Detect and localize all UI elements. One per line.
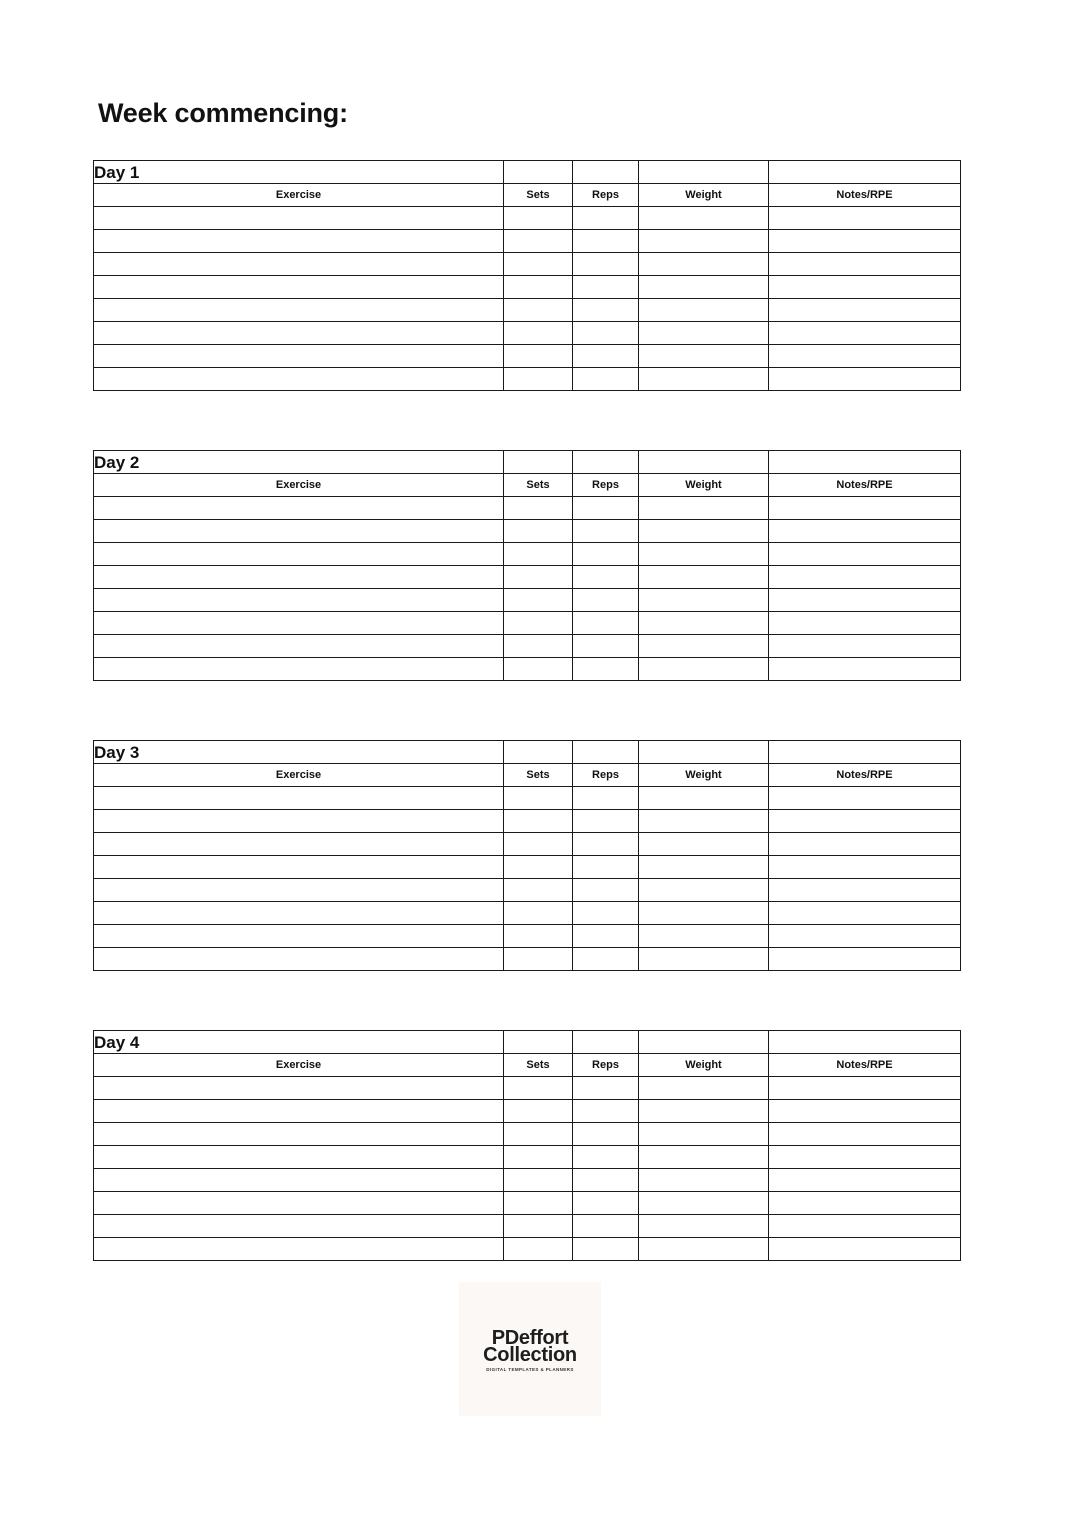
notes-cell[interactable] (769, 1123, 961, 1146)
exercise-entry-row (94, 948, 961, 971)
exercise-cell[interactable] (94, 1192, 504, 1215)
brand-logo (459, 1282, 601, 1416)
exercise-entry-row (94, 787, 961, 810)
notes-cell[interactable] (769, 612, 961, 635)
blank-cell (769, 741, 961, 764)
exercise-cell[interactable] (94, 1100, 504, 1123)
reps-cell[interactable] (573, 299, 639, 322)
reps-cell[interactable] (573, 1077, 639, 1100)
weight-cell[interactable] (639, 1215, 769, 1238)
exercise-entry-row (94, 207, 961, 230)
sets-cell[interactable] (504, 1215, 573, 1238)
sets-cell[interactable] (504, 230, 573, 253)
notes-cell[interactable] (769, 787, 961, 810)
reps-cell[interactable] (573, 925, 639, 948)
exercise-cell[interactable] (94, 1215, 504, 1238)
weight-header: Weight (639, 1054, 769, 1077)
exercise-cell[interactable] (94, 635, 504, 658)
notes-cell[interactable] (769, 230, 961, 253)
exercise-header: Exercise (94, 474, 504, 497)
sets-header: Sets (504, 184, 573, 207)
reps-header: Reps (573, 764, 639, 787)
day-label: Day 3 (94, 741, 504, 764)
sets-cell[interactable] (504, 1169, 573, 1192)
sets-header: Sets (504, 764, 573, 787)
weight-cell[interactable] (639, 299, 769, 322)
notes-cell[interactable] (769, 299, 961, 322)
blank-cell (504, 1031, 573, 1054)
sets-cell[interactable] (504, 276, 573, 299)
notes-cell[interactable] (769, 810, 961, 833)
blank-cell (504, 741, 573, 764)
reps-cell[interactable] (573, 787, 639, 810)
sets-cell[interactable] (504, 1192, 573, 1215)
sets-header: Sets (504, 1054, 573, 1077)
day-title-row (94, 161, 961, 184)
notes-cell[interactable] (769, 543, 961, 566)
page-title: Week commencing: (98, 98, 348, 128)
notes-cell[interactable] (769, 207, 961, 230)
weight-cell[interactable] (639, 322, 769, 345)
exercise-entry-row (94, 1100, 961, 1123)
weight-cell[interactable] (639, 1100, 769, 1123)
weight-cell[interactable] (639, 925, 769, 948)
day-title-row (94, 1031, 961, 1054)
sets-cell[interactable] (504, 497, 573, 520)
sets-cell[interactable] (504, 299, 573, 322)
exercise-cell[interactable] (94, 230, 504, 253)
notes-cell[interactable] (769, 566, 961, 589)
exercise-cell[interactable] (94, 368, 504, 391)
weight-cell[interactable] (639, 1123, 769, 1146)
reps-header: Reps (573, 474, 639, 497)
exercise-entry-row (94, 299, 961, 322)
blank-cell (769, 451, 961, 474)
exercise-entry-row (94, 1146, 961, 1169)
weight-cell[interactable] (639, 497, 769, 520)
reps-cell[interactable] (573, 658, 639, 681)
sets-cell[interactable] (504, 658, 573, 681)
notes-cell[interactable] (769, 948, 961, 971)
sets-cell[interactable] (504, 566, 573, 589)
logo-tagline: DIGITAL TEMPLATES & PLANNERS (486, 1367, 574, 1372)
column-header-row (94, 474, 961, 497)
sets-cell[interactable] (504, 635, 573, 658)
notes-header: Notes/RPE (769, 184, 961, 207)
reps-cell[interactable] (573, 879, 639, 902)
exercise-entry-row (94, 520, 961, 543)
notes-cell[interactable] (769, 833, 961, 856)
sets-cell[interactable] (504, 856, 573, 879)
exercise-entry-row (94, 543, 961, 566)
notes-cell[interactable] (769, 1100, 961, 1123)
blank-cell (639, 741, 769, 764)
reps-cell[interactable] (573, 1192, 639, 1215)
exercise-cell[interactable] (94, 299, 504, 322)
day-4-table (93, 1030, 961, 1261)
exercise-cell[interactable] (94, 1169, 504, 1192)
sets-cell[interactable] (504, 207, 573, 230)
exercise-entry-row (94, 925, 961, 948)
notes-cell[interactable] (769, 925, 961, 948)
sets-cell[interactable] (504, 833, 573, 856)
exercise-entry-row (94, 1192, 961, 1215)
exercise-entry-row (94, 1123, 961, 1146)
reps-cell[interactable] (573, 612, 639, 635)
blank-cell (504, 161, 573, 184)
logo-line-1: PDeffort (491, 1327, 569, 1349)
weight-cell[interactable] (639, 658, 769, 681)
column-header-row (94, 764, 961, 787)
exercise-cell[interactable] (94, 589, 504, 612)
exercise-cell[interactable] (94, 879, 504, 902)
exercise-entry-row (94, 322, 961, 345)
reps-cell[interactable] (573, 1238, 639, 1261)
reps-cell[interactable] (573, 520, 639, 543)
exercise-cell[interactable] (94, 612, 504, 635)
blank-cell (769, 161, 961, 184)
blank-cell (573, 451, 639, 474)
notes-cell[interactable] (769, 879, 961, 902)
notes-cell[interactable] (769, 1238, 961, 1261)
sets-cell[interactable] (504, 810, 573, 833)
sets-cell[interactable] (504, 589, 573, 612)
notes-cell[interactable] (769, 856, 961, 879)
exercise-entry-row (94, 879, 961, 902)
logo-line-2: Collection (483, 1344, 577, 1366)
exercise-entry-row (94, 658, 961, 681)
exercise-cell[interactable] (94, 658, 504, 681)
notes-header: Notes/RPE (769, 1054, 961, 1077)
blank-cell (573, 741, 639, 764)
exercise-entry-row (94, 902, 961, 925)
reps-cell[interactable] (573, 810, 639, 833)
reps-cell[interactable] (573, 253, 639, 276)
day-title-row (94, 451, 961, 474)
weight-cell[interactable] (639, 612, 769, 635)
notes-cell[interactable] (769, 322, 961, 345)
weight-cell[interactable] (639, 253, 769, 276)
reps-cell[interactable] (573, 566, 639, 589)
reps-cell[interactable] (573, 1169, 639, 1192)
reps-cell[interactable] (573, 368, 639, 391)
exercise-header: Exercise (94, 1054, 504, 1077)
reps-cell[interactable] (573, 856, 639, 879)
weight-header: Weight (639, 474, 769, 497)
blank-cell (573, 161, 639, 184)
exercise-entry-row (94, 566, 961, 589)
notes-cell[interactable] (769, 589, 961, 612)
notes-cell[interactable] (769, 253, 961, 276)
exercise-cell[interactable] (94, 566, 504, 589)
reps-cell[interactable] (573, 948, 639, 971)
blank-cell (639, 451, 769, 474)
weight-cell[interactable] (639, 902, 769, 925)
weight-header: Weight (639, 184, 769, 207)
notes-header: Notes/RPE (769, 764, 961, 787)
notes-cell[interactable] (769, 520, 961, 543)
exercise-cell[interactable] (94, 345, 504, 368)
sets-cell[interactable] (504, 253, 573, 276)
notes-cell[interactable] (769, 1146, 961, 1169)
sets-cell[interactable] (504, 1238, 573, 1261)
blank-cell (639, 1031, 769, 1054)
notes-header: Notes/RPE (769, 474, 961, 497)
day-3-table (93, 740, 961, 971)
exercise-entry-row (94, 635, 961, 658)
weight-cell[interactable] (639, 543, 769, 566)
exercise-entry-row (94, 253, 961, 276)
sets-cell[interactable] (504, 368, 573, 391)
weight-cell[interactable] (639, 520, 769, 543)
reps-header: Reps (573, 1054, 639, 1077)
exercise-entry-row (94, 1215, 961, 1238)
exercise-entry-row (94, 1238, 961, 1261)
exercise-cell[interactable] (94, 1123, 504, 1146)
exercise-entry-row (94, 1077, 961, 1100)
weight-cell[interactable] (639, 948, 769, 971)
exercise-entry-row (94, 230, 961, 253)
weight-cell[interactable] (639, 1238, 769, 1261)
exercise-entry-row (94, 856, 961, 879)
day-2-table (93, 450, 961, 681)
exercise-cell[interactable] (94, 253, 504, 276)
exercise-cell[interactable] (94, 925, 504, 948)
sets-cell[interactable] (504, 612, 573, 635)
notes-cell[interactable] (769, 902, 961, 925)
weight-cell[interactable] (639, 1146, 769, 1169)
reps-cell[interactable] (573, 230, 639, 253)
weight-cell[interactable] (639, 1192, 769, 1215)
sets-cell[interactable] (504, 879, 573, 902)
reps-cell[interactable] (573, 1123, 639, 1146)
weight-cell[interactable] (639, 635, 769, 658)
exercise-entry-row (94, 810, 961, 833)
exercise-cell[interactable] (94, 856, 504, 879)
weight-cell[interactable] (639, 787, 769, 810)
exercise-cell[interactable] (94, 322, 504, 345)
exercise-header: Exercise (94, 184, 504, 207)
sets-cell[interactable] (504, 1123, 573, 1146)
sets-cell[interactable] (504, 543, 573, 566)
notes-cell[interactable] (769, 276, 961, 299)
notes-cell[interactable] (769, 1169, 961, 1192)
exercise-cell[interactable] (94, 543, 504, 566)
reps-cell[interactable] (573, 1146, 639, 1169)
weight-cell[interactable] (639, 566, 769, 589)
reps-cell[interactable] (573, 276, 639, 299)
weight-cell[interactable] (639, 276, 769, 299)
reps-cell[interactable] (573, 497, 639, 520)
blank-cell (573, 1031, 639, 1054)
exercise-cell[interactable] (94, 902, 504, 925)
column-header-row (94, 184, 961, 207)
notes-cell[interactable] (769, 658, 961, 681)
exercise-cell[interactable] (94, 787, 504, 810)
reps-cell[interactable] (573, 635, 639, 658)
reps-header: Reps (573, 184, 639, 207)
exercise-cell[interactable] (94, 833, 504, 856)
blank-cell (504, 451, 573, 474)
weight-cell[interactable] (639, 345, 769, 368)
sets-cell[interactable] (504, 520, 573, 543)
exercise-cell[interactable] (94, 207, 504, 230)
weight-cell[interactable] (639, 879, 769, 902)
notes-cell[interactable] (769, 1215, 961, 1238)
notes-cell[interactable] (769, 345, 961, 368)
exercise-entry-row (94, 368, 961, 391)
reps-cell[interactable] (573, 345, 639, 368)
blank-cell (639, 161, 769, 184)
sets-header: Sets (504, 474, 573, 497)
exercise-entry-row (94, 589, 961, 612)
exercise-cell[interactable] (94, 497, 504, 520)
exercise-cell[interactable] (94, 520, 504, 543)
sets-cell[interactable] (504, 322, 573, 345)
day-label: Day 1 (94, 161, 504, 184)
weight-header: Weight (639, 764, 769, 787)
weight-cell[interactable] (639, 810, 769, 833)
exercise-header: Exercise (94, 764, 504, 787)
weight-cell[interactable] (639, 856, 769, 879)
column-header-row (94, 1054, 961, 1077)
sets-cell[interactable] (504, 345, 573, 368)
day-1-table (93, 160, 961, 391)
notes-cell[interactable] (769, 1192, 961, 1215)
exercise-entry-row (94, 612, 961, 635)
notes-cell[interactable] (769, 1077, 961, 1100)
day-label: Day 2 (94, 451, 504, 474)
sets-cell[interactable] (504, 902, 573, 925)
exercise-cell[interactable] (94, 1146, 504, 1169)
exercise-cell[interactable] (94, 276, 504, 299)
notes-cell[interactable] (769, 635, 961, 658)
notes-cell[interactable] (769, 368, 961, 391)
weight-cell[interactable] (639, 589, 769, 612)
exercise-cell[interactable] (94, 948, 504, 971)
exercise-entry-row (94, 1169, 961, 1192)
day-label: Day 4 (94, 1031, 504, 1054)
reps-cell[interactable] (573, 1100, 639, 1123)
weight-cell[interactable] (639, 1077, 769, 1100)
reps-cell[interactable] (573, 902, 639, 925)
exercise-cell[interactable] (94, 1077, 504, 1100)
reps-cell[interactable] (573, 589, 639, 612)
weight-cell[interactable] (639, 230, 769, 253)
weight-cell[interactable] (639, 833, 769, 856)
sets-cell[interactable] (504, 1146, 573, 1169)
sets-cell[interactable] (504, 948, 573, 971)
reps-cell[interactable] (573, 207, 639, 230)
sets-cell[interactable] (504, 787, 573, 810)
weight-cell[interactable] (639, 368, 769, 391)
exercise-entry-row (94, 497, 961, 520)
exercise-entry-row (94, 833, 961, 856)
exercise-cell[interactable] (94, 1238, 504, 1261)
exercise-entry-row (94, 276, 961, 299)
sets-cell[interactable] (504, 925, 573, 948)
weight-cell[interactable] (639, 207, 769, 230)
reps-cell[interactable] (573, 322, 639, 345)
weight-cell[interactable] (639, 1169, 769, 1192)
day-title-row (94, 741, 961, 764)
reps-cell[interactable] (573, 833, 639, 856)
notes-cell[interactable] (769, 497, 961, 520)
blank-cell (769, 1031, 961, 1054)
exercise-cell[interactable] (94, 810, 504, 833)
reps-cell[interactable] (573, 543, 639, 566)
exercise-entry-row (94, 345, 961, 368)
sets-cell[interactable] (504, 1100, 573, 1123)
reps-cell[interactable] (573, 1215, 639, 1238)
sets-cell[interactable] (504, 1077, 573, 1100)
